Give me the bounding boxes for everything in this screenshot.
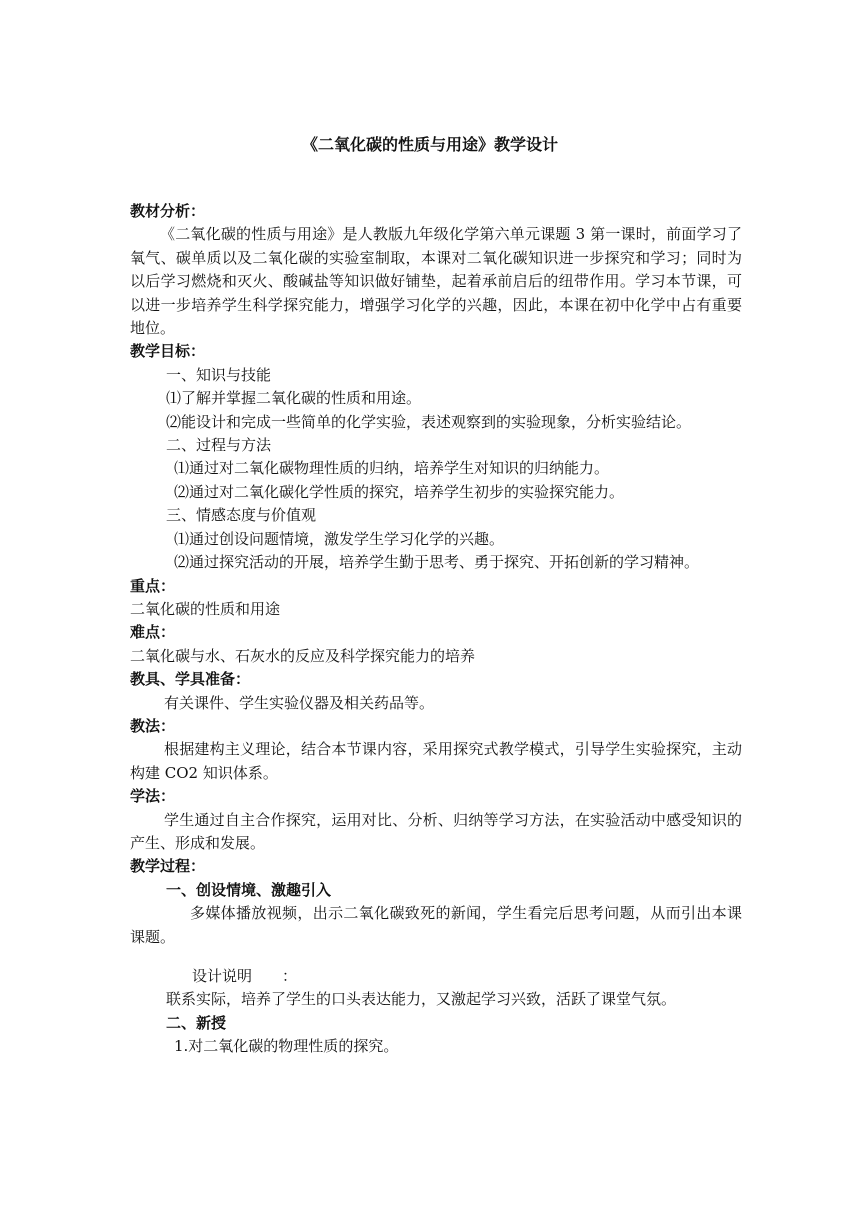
goal2-item2: ⑵通过对二氧化碳化学性质的探究，培养学生初步的实验探究能力。 (174, 482, 625, 501)
goal3-title: 三、情感态度与价值观 (166, 506, 317, 525)
goal1-title: 一、知识与技能 (166, 365, 272, 384)
tools-heading: 教具、学具准备： (130, 670, 251, 689)
difficulty-text: 二氧化碳与水、石灰水的反应及科学探究能力的培养 (130, 646, 476, 665)
process-heading: 教学过程： (130, 857, 206, 876)
analysis-text: 《二氧化碳的性质与用途》是人教版九年级化学第六单元课题 3 第一课时，前面学习了氧气、碳单质以及二氧化碳的实验室制取，本课对二氧化碳知识进一步探究和学习；同时为以后学习燃烧和灭火、酸碱盐等知识做好铺垫，起着承前启后的纽带作用。学习本节课，可以进一步培养学生科学探究能力，增强学习化学的兴趣，因此，本课在初中化学中占有重要地位。 (130, 225, 742, 338)
key-heading: 重点： (130, 576, 176, 595)
analysis-heading: 教材分析： (130, 202, 206, 220)
goal1-item1: ⑴了解并掌握二氧化碳的性质和用途。 (166, 389, 422, 408)
process-step1-heading: 一、创设情境、激趣引入 (166, 880, 332, 899)
key-text: 二氧化碳的性质和用途 (130, 599, 281, 618)
difficulty-heading: 难点： (130, 623, 176, 642)
process-step2-item1: 1.对二氧化碳的物理性质的探究。 (174, 1037, 399, 1056)
goal3-item2: ⑵通过探究活动的开展，培养学生勤于思考、勇于探究、开拓创新的学习精神。 (174, 553, 700, 572)
goal2-item1: ⑴通过对二氧化碳物理性质的归纳，培养学生对知识的归纳能力。 (174, 459, 610, 478)
goal2-title: 二、过程与方法 (166, 436, 272, 455)
goal3-item1: ⑴通过创设问题情境，激发学生学习化学的兴趣。 (174, 529, 505, 548)
design-note-text: 联系实际，培养了学生的口头表达能力，又激起学习兴致，活跃了课堂气氛。 (166, 990, 677, 1009)
goal1-item2: ⑵能设计和完成一些简单的化学实验，表述观察到的实验现象，分析实验结论。 (166, 412, 692, 431)
design-note-label: 设计说明 ： (192, 967, 298, 985)
process-step2-heading: 二、新授 (166, 1013, 227, 1032)
method-heading: 教法： (130, 716, 176, 735)
document-body (130, 200, 742, 1059)
study-heading: 学法： (130, 787, 176, 806)
method-text: 根据建构主义理论，结合本节课内容，采用探究式教学模式，引导学生实验探究，主动构建 CO2 知识体系。 (130, 740, 742, 782)
study-text: 学生通过自主合作探究，运用对比、分析、归纳等学习方法，在实验活动中感受知识的产生、形成和发展。 (130, 810, 742, 852)
goals-heading: 教学目标： (130, 342, 206, 361)
document-title: 《二氧化碳的性质与用途》教学设计 (301, 135, 558, 154)
process-step1-text: 多媒体播放视频，出示二氧化碳致死的新闻，学生看完后思考问题，从而引出本课课题。 (130, 904, 742, 946)
tools-text: 有关课件、学生实验仪器及相关药品等。 (164, 693, 435, 712)
